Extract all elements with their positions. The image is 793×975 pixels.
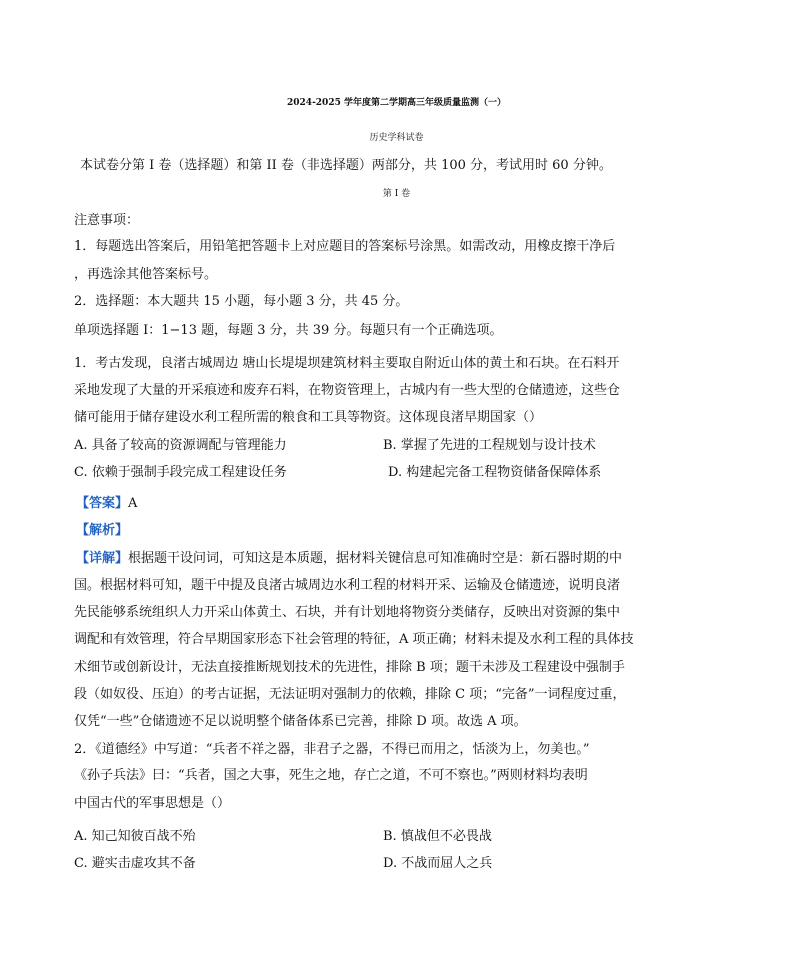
detail-label: 【详解】	[76, 551, 129, 566]
notice-heading: 注意事项：	[74, 213, 140, 228]
q1-analysis-label	[76, 522, 128, 540]
notice-item-2: 2．选择题：本大题共 15 小题，每小题 3 分，共 45 分。	[74, 294, 409, 309]
q2-stem-line-2: 《孙子兵法》曰：“兵者，国之大事，死生之地，存亡之道，不可不察也。”两则材料均表明	[74, 768, 588, 783]
q1-detail-line-2: 国。根据材料可知，题干中提及良渚古城周边水利工程的材料开采、运输及仓储遗迹，说明良渚	[74, 578, 621, 593]
notice-item-1-line-1: 1．每题选出答案后，用铅笔把答题卡上对应题目的答案标号涂黑。如需改动，用橡皮擦干净后	[74, 239, 616, 254]
notice-item-1-line-2: ，再选涂其他答案标号。	[74, 267, 218, 282]
q2-option-c: C. 避实击虚攻其不备	[74, 856, 196, 871]
exam-subtitle: 历史学科试卷	[369, 133, 424, 143]
section-instruction: 单项选择题 I：1−13 题，每题 3 分，共 39 分。每题只有一个正确选项。	[74, 323, 503, 338]
q1-stem-line-3: 储可能用于储存建设水利工程所需的粮食和工具等物资。这体现良渚早期国家（）	[74, 410, 543, 425]
q2-stem-line-3: 中国古代的军事思想是（）	[74, 796, 231, 811]
q2-option-a: A. 知己知彼百战不殆	[74, 829, 196, 844]
q2-option-d: D. 不战而屈人之兵	[383, 856, 493, 871]
q1-stem-line-1: 1．考古发现，良渚古城周边 塘山长堤堤坝建筑材料主要取自附近山体的黄土和石块。在石料开	[74, 356, 620, 371]
answer-value: A	[128, 496, 138, 511]
q1-option-c: C. 依赖于强制手段完成工程建设任务	[74, 465, 287, 480]
exam-intro: 本试卷分第 I 卷（选择题）和第 II 卷（非选择题）两部分，共 100 分，考试用时 60 分钟。	[80, 158, 612, 173]
detail-text: 根据题干设问词，可知这是本质题，据材料关键信息可知准确时空是：新石器时期的中	[128, 551, 623, 566]
q1-answer	[76, 495, 137, 513]
q2-option-b: B. 慎战但不必畏战	[383, 829, 492, 844]
analysis-label: 【解析】	[76, 523, 129, 538]
q1-detail-line-6: 段（如奴役、压迫）的考古证据，无法证明对强制力的依赖，排除 C 项；“完备”一词程度过重，	[74, 687, 626, 702]
q2-stem-line-1: 2．《道德经》中写道：“兵者不祥之器，非君子之器，不得已而用之，恬淡为上，勿美也。”	[74, 742, 590, 757]
q1-detail-line-3: 先民能够系统组织人力开采山体黄土、石块，并有计划地将物资分类储存，反映出对资源的集中	[74, 605, 621, 620]
q1-detail-line-1	[76, 550, 622, 568]
answer-label: 【答案】	[76, 496, 129, 511]
q1-detail-line-5: 术细节或创新设计，无法直接推断规划技术的先进性，排除 B 项；题干未涉及工程建设中强制手	[74, 660, 625, 675]
q1-option-d: D. 构建起完备工程物资储备保障体系	[388, 465, 602, 480]
q1-detail-line-4: 调配和有效管理，符合早期国家形态下社会管理的特征，A 项正确；材料未提及水利工程的具体技	[74, 632, 634, 647]
q1-stem-line-2: 采地发现了大量的开采痕迹和废弃石料，在物资管理上，古城内有一些大型的仓储遗迹，这些仓	[74, 383, 621, 398]
q1-option-b: B. 掌握了先进的工程规划与设计技术	[383, 438, 596, 453]
exam-title: 2024-2025 学年度第二学期高三年级质量监测（一）	[287, 98, 506, 108]
section-title: 第 I 卷	[382, 189, 411, 199]
q1-option-a: A. 具备了较高的资源调配与管理能力	[74, 438, 287, 453]
q1-detail-line-7: 仅凭“一些”仓储遗迹不足以说明整个储备体系已完善，排除 D 项。故选 A 项。	[74, 714, 527, 729]
